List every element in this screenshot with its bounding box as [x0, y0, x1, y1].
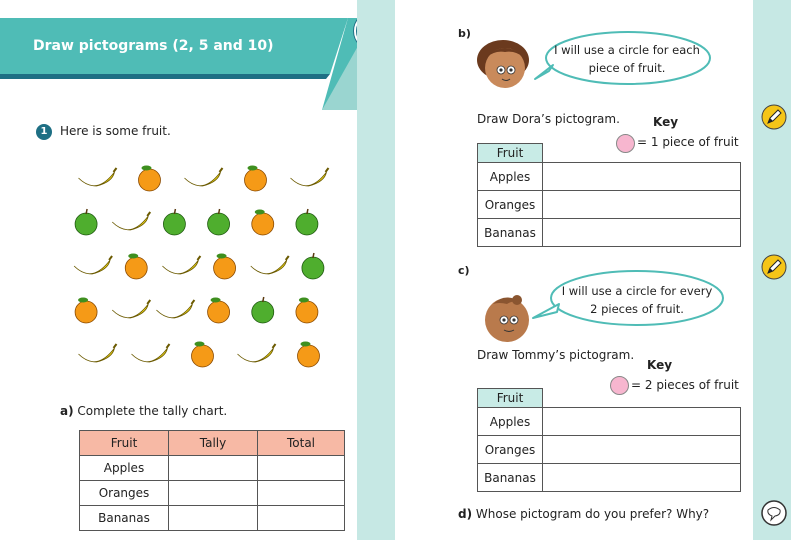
banana-icon: [162, 256, 200, 274]
fruit-picture: [55, 160, 345, 375]
pencil-icon: [761, 104, 787, 130]
tally-cell[interactable]: [169, 456, 258, 481]
total-cell[interactable]: [258, 506, 345, 531]
tally-cell[interactable]: [169, 506, 258, 531]
left-page-gutter: [357, 0, 395, 540]
pictogram-cell[interactable]: [543, 436, 741, 464]
total-cell[interactable]: [258, 481, 345, 506]
part-c-label: c): [458, 264, 470, 277]
part-c-prompt: Draw Tommy’s pictogram.: [477, 348, 635, 362]
dora-character-icon: [475, 36, 535, 96]
tally-header-tally: Tally: [169, 431, 258, 456]
tally-header-total: Total: [258, 431, 345, 456]
pictogram-cell[interactable]: [543, 219, 741, 247]
orange-icon: [296, 298, 318, 324]
pictogram-cell[interactable]: [543, 464, 741, 492]
pictogram-cell[interactable]: [543, 191, 741, 219]
banana-icon: [79, 168, 117, 186]
orange-icon: [208, 298, 230, 324]
part-d-prompt: [458, 507, 709, 521]
question-number: 1: [36, 124, 52, 140]
speech-icon: [761, 500, 787, 526]
tommy-character-icon: [479, 290, 535, 346]
part-b-label: b): [458, 27, 471, 40]
orange-icon: [298, 342, 320, 368]
orange-icon: [139, 166, 161, 192]
pictogram-row-label: Apples: [478, 408, 543, 436]
apple-icon: [252, 297, 274, 323]
part-d-text: Whose pictogram do you prefer? Why?: [475, 507, 710, 521]
title-banner: [0, 0, 395, 115]
apple-icon: [302, 253, 324, 279]
tommy-pictogram-table: [477, 388, 741, 492]
tally-header-fruit: Fruit: [80, 431, 169, 456]
apple-icon: [75, 209, 97, 235]
dora-pictogram-table: [477, 143, 741, 247]
dora-speech-line-1: I will use a circle for each: [554, 43, 700, 57]
banana-icon: [112, 300, 150, 318]
part-b-key-title: Key: [653, 115, 679, 129]
pencil-icon: [761, 254, 787, 280]
header-blank: [543, 144, 741, 163]
apple-icon: [296, 209, 318, 235]
banana-icon: [112, 212, 150, 230]
banana-icon: [132, 344, 170, 362]
banana-icon: [291, 168, 329, 186]
apple-icon: [208, 209, 230, 235]
header-blank: [543, 389, 741, 408]
pictogram-header-fruit: Fruit: [478, 144, 543, 163]
part-b-prompt: Draw Dora’s pictogram.: [477, 112, 620, 126]
tommy-speech-bubble: [529, 268, 729, 328]
part-a-text: Complete the tally chart.: [77, 404, 228, 418]
pictogram-row-label: Bananas: [478, 464, 543, 492]
dora-speech-bubble: [533, 29, 713, 87]
part-c-key-title: Key: [647, 358, 673, 372]
pictogram-cell[interactable]: [543, 408, 741, 436]
part-a-label: a): [60, 404, 74, 418]
orange-icon: [125, 254, 147, 280]
banana-icon: [251, 256, 289, 274]
part-c-key-text: = 2 pieces of fruit: [631, 378, 739, 392]
tally-chart: [79, 430, 345, 531]
right-page: [395, 0, 753, 540]
left-page: [0, 0, 395, 540]
pictogram-row-label: Apples: [478, 163, 543, 191]
dora-speech-line-2: piece of fruit.: [588, 61, 666, 75]
part-b-key-text: = 1 piece of fruit: [637, 135, 739, 149]
part-d-label: d): [458, 507, 473, 521]
banana-icon: [156, 300, 194, 318]
banana-icon: [185, 168, 223, 186]
tommy-speech-line-1: I will use a circle for every: [561, 284, 713, 298]
banana-icon: [238, 344, 276, 362]
pictogram-header-fruit: Fruit: [478, 389, 543, 408]
page-title: Draw pictograms (2, 5 and 10): [33, 38, 274, 54]
apple-icon: [163, 209, 185, 235]
banana-icon: [79, 344, 117, 362]
orange-icon: [214, 254, 236, 280]
pictogram-row-label: Oranges: [478, 191, 543, 219]
orange-icon: [75, 298, 97, 324]
pictogram-row-label: Bananas: [478, 219, 543, 247]
question-1-prompt: Here is some fruit.: [60, 124, 171, 138]
orange-icon: [252, 210, 274, 236]
tally-row-label: Bananas: [80, 506, 169, 531]
banana-icon: [74, 256, 112, 274]
tally-row-label: Apples: [80, 456, 169, 481]
tally-cell[interactable]: [169, 481, 258, 506]
pictogram-row-label: Oranges: [478, 436, 543, 464]
tally-row-label: Oranges: [80, 481, 169, 506]
total-cell[interactable]: [258, 456, 345, 481]
tommy-speech-line-2: 2 pieces of fruit.: [590, 302, 684, 316]
pictogram-cell[interactable]: [543, 163, 741, 191]
orange-icon: [192, 342, 214, 368]
orange-icon: [245, 166, 267, 192]
part-a-prompt: [60, 404, 227, 418]
